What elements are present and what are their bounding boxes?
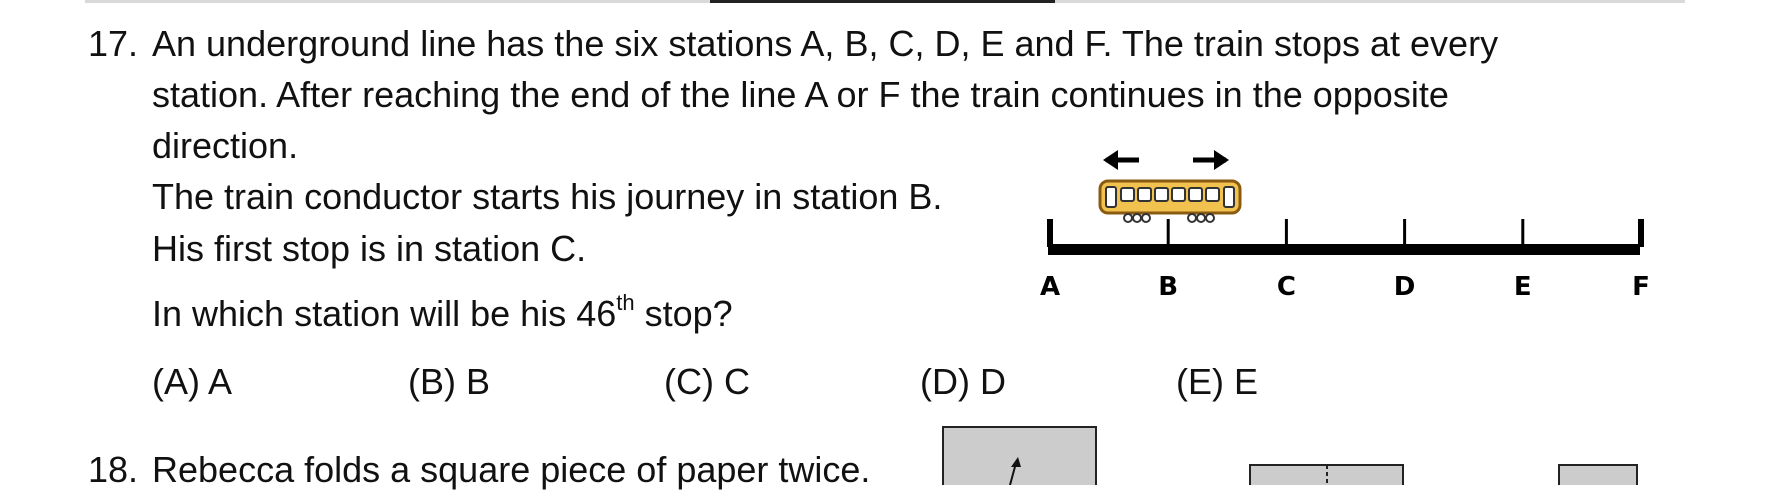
station-label-c: C [1276, 272, 1296, 302]
train-icon [1100, 181, 1240, 222]
q17-question-sup: th [616, 290, 635, 315]
q18-text: Rebecca folds a square piece of paper twice. [152, 449, 871, 490]
q17-question-after: stop? [634, 293, 733, 334]
underground-line-diagram [1030, 135, 1660, 310]
paper-square-3 [1559, 465, 1637, 485]
paper-square-2 [1250, 465, 1403, 485]
top-tab-marker [710, 0, 1055, 3]
station-label-a: A [1039, 272, 1061, 302]
q17-line-5: His first stop is in station C. [152, 228, 587, 269]
station-label-d: D [1393, 272, 1416, 302]
q17-line-1: An underground line has the six stations A, B, C, D, E and F. The train stops at every [152, 23, 1499, 64]
q17-number: 17. [88, 23, 139, 64]
q18-number: 18. [88, 449, 139, 490]
q17-option-e: (E) E [1176, 361, 1259, 402]
q17-line-4: The train conductor starts his journey in station B. [152, 176, 943, 217]
q17-option-b: (B) B [408, 361, 491, 402]
track-line [1048, 244, 1640, 255]
q17-line-3: direction. [152, 125, 299, 166]
paper-square-1 [943, 427, 1096, 485]
q17-option-d: (D) D [920, 361, 1006, 402]
fold-arrowhead-icon [1011, 457, 1021, 467]
station-label-e: E [1513, 272, 1532, 302]
left-arrow-icon [1103, 150, 1139, 170]
q17-option-c: (C) C [664, 361, 750, 402]
q17-option-a: (A) A [152, 361, 233, 402]
fold-arrow-icon [1010, 463, 1016, 485]
station-label-f: F [1632, 272, 1650, 302]
q17-question-before: In which station will be his 46 [152, 293, 617, 334]
station-label-b: B [1158, 272, 1179, 302]
q17-question [152, 290, 733, 334]
right-arrow-icon [1193, 150, 1229, 170]
q17-line-2: station. After reaching the end of the line A or F the train continues in the opposite [152, 74, 1449, 115]
